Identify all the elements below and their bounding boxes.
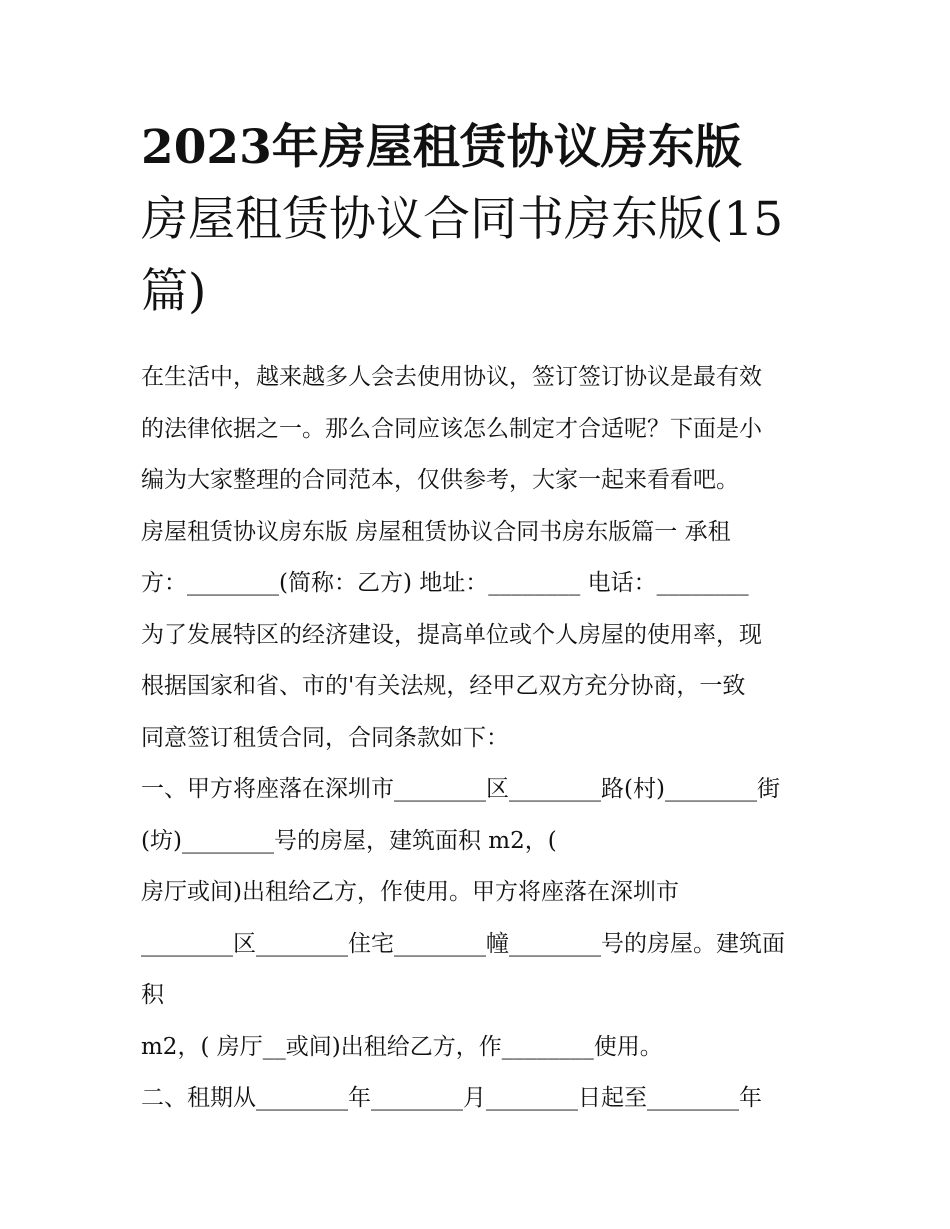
body-line: 二、租期从________年________月________日起至________年 [141, 1085, 762, 1111]
title-line-3: 篇) [141, 264, 207, 319]
body-line: (坊)________号的房屋，建筑面积 m2，( [141, 827, 557, 854]
body-line: 为了发展特区的经济建设，提高单位或个人房屋的使用率，现 [141, 621, 762, 648]
body-line: 方：________(简称：乙方) 地址：________ 电话：________ [141, 570, 749, 596]
body-line: m2，( 房厅__或间)出租给乙方，作________使用。 [141, 1033, 663, 1060]
body-line: 同意签订租赁合同，合同条款如下： [141, 724, 509, 751]
title-line-2: 房屋租赁协议合同书房东版(15 [141, 192, 784, 247]
body-line: 房厅或间)出租给乙方，作使用。甲方将座落在深圳市 [141, 879, 679, 905]
body-line: 积 [141, 982, 164, 1008]
document-body [141, 352, 821, 1125]
document-title [141, 112, 821, 328]
body-line: 根据国家和省、市的'有关法规，经甲乙双方充分协商，一致 [141, 673, 746, 699]
body-line: 编为大家整理的合同范本，仅供参考，大家一起来看看吧。 [141, 467, 739, 493]
body-line: 房屋租赁协议房东版 房屋租赁协议合同书房东版篇一 承租 [141, 518, 731, 545]
title-line-1: 2023年房屋租赁协议房东版 [141, 120, 742, 175]
body-line: 在生活中，越来越多人会去使用协议，签订签订协议是最有效 [141, 364, 762, 390]
body-line: 的法律依据之一。那么合同应该怎么制定才合适呢？下面是小 [141, 415, 762, 442]
body-line: 一、甲方将座落在深圳市________区________路(村)________街 [141, 776, 780, 802]
body-line: ________区________住宅________幢________号的房屋。建筑面 [141, 930, 785, 957]
